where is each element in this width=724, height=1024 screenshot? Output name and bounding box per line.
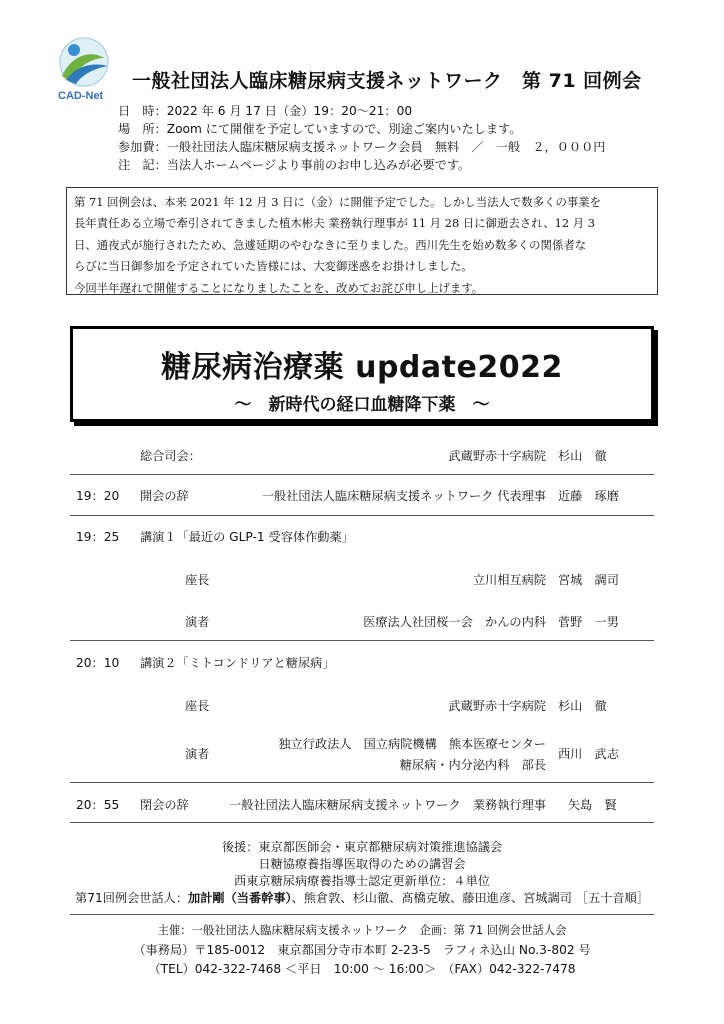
moderator-name: 杉山 徹 [558,449,607,463]
moderator-affiliation: 武蔵野赤十字病院 [448,449,546,463]
organizers-rest: 、熊倉敦、杉山徹、髙橋克敏、藤田進彦、宮城調司 ［五十音順］ [291,891,649,905]
lecture-title-box [70,326,654,422]
talk2-title: 講演２「ミトコンドリアと糖尿病」 [140,656,335,670]
divider [70,515,654,516]
moderator-label: 総合司会： [140,449,201,463]
organizers-line [70,889,654,906]
talk1-chair-label: 座長 [185,573,210,587]
talk2-speaker-department: 糖尿病・内分泌内科 部長 [399,758,546,772]
divider [70,782,654,783]
footer-address: （事務局）〒185-0012 東京都国分寺市本町 2-23-5 ラフィネ込山 No.3-802 号 [133,943,591,957]
closing-time: 20：55 [76,798,120,812]
talk1-time: 19：25 [76,530,120,544]
footer-organizer: 主催：一般社団法人臨床糖尿病支援ネットワーク 企画：第 71 回例会世話人会 [157,923,567,937]
opening-affiliation: 一般社団法人臨床糖尿病支援ネットワーク 代表理事 [261,489,546,503]
closing-affiliation: 一般社団法人臨床糖尿病支援ネットワーク 業務執行理事 [229,798,546,812]
notice-line: 第 71 回例会は、本来 2021 年 12 月 3 日に（金）に開催予定でした。しかし当法人で数多くの事業を [74,195,602,209]
closing-name: 矢島 賢 [568,798,617,812]
talk2-speaker-label: 演者 [185,747,210,761]
support-line: 日糖協療養指導医取得のための講習会 [258,857,466,871]
info-venue: 場 所：Zoom にて開催を予定していますので、別途ご案内いたします。 [118,122,522,136]
talk2-speaker-name: 西川 武志 [558,747,619,761]
footer-contact: （TEL）042-322-7468 ＜平日 10:00 ～ 16:00＞ （FAX）042-322-7478 [148,962,576,976]
cad-net-logo [52,36,116,94]
talk1-speaker-affiliation: 医療法人社団桜一会 かんの内科 [363,615,546,629]
talk2-speaker-affiliation: 独立行政法人 国立病院機構 熊本医療センター [278,737,546,751]
notice-line: 今回半年遅れで開催することになりましたことを、改めてお詫び申し上げます。 [74,280,484,295]
support-line: 後援：東京都医師会・東京都糖尿病対策推進協議会 [221,840,503,854]
postponement-notice [66,187,658,295]
talk2-chair-affiliation: 武蔵野赤十字病院 [448,699,546,713]
talk2-chair-name: 杉山 徹 [558,699,607,713]
notice-line: らびに当日御参加を予定されていた皆様には、大変御迷惑をお掛けしました。 [74,259,473,274]
divider [70,822,654,823]
opening-name: 近藤 琢磨 [558,489,619,503]
talk1-chair-affiliation: 立川相互病院 [472,573,546,587]
divider [70,914,654,915]
info-fee: 参加費：一般社団法人臨床糖尿病支援ネットワーク会員 無料 ／ 一般 ２，０００円 [118,140,606,154]
divider [70,640,654,641]
talk2-time: 20：10 [76,656,120,670]
organizers-lead: 加計剛（当番幹事） [188,891,292,905]
lecture-subtitle: ～ 新時代の経口血糖降下薬 ～ [234,395,490,415]
info-datetime: 日 時：2022 年 6 月 17 日（金）19：20～21：00 [118,104,413,118]
talk1-title: 講演１「最近の GLP-1 受容体作動薬」 [140,530,354,544]
talk1-speaker-label: 演者 [185,615,210,629]
notice-line: 長年責任ある立場で牽引されてきました植木彬夫 業務執行理事が 11 月 28 日に御逝去され、12 月 3 [74,216,595,231]
notice-line: 日、通夜式が施行されたため、急遽延期のやむなきに至りました。西川先生を始め数多くの関係者な [74,237,587,252]
page-title: 一般社団法人臨床糖尿病支援ネットワーク 第 71 回例会 [132,70,642,92]
opening-label: 開会の辞 [140,489,189,503]
organizers-prefix: 第71回例会世話人： [75,891,189,905]
closing-label: 閉会の辞 [140,798,189,812]
support-line: 西東京糖尿病療養指導士認定更新単位：４単位 [234,874,490,888]
logo-text: CAD-Net [58,90,104,102]
talk1-chair-name: 宮城 調司 [558,573,619,587]
talk2-chair-label: 座長 [185,699,210,713]
lecture-title: 糖尿病治療薬 update2022 [161,350,563,385]
opening-time: 19：20 [76,489,120,503]
talk1-speaker-name: 菅野 一男 [558,615,619,629]
info-note: 注 記：当法人ホームページより事前のお申し込みが必要です。 [118,158,471,172]
divider [70,474,654,475]
